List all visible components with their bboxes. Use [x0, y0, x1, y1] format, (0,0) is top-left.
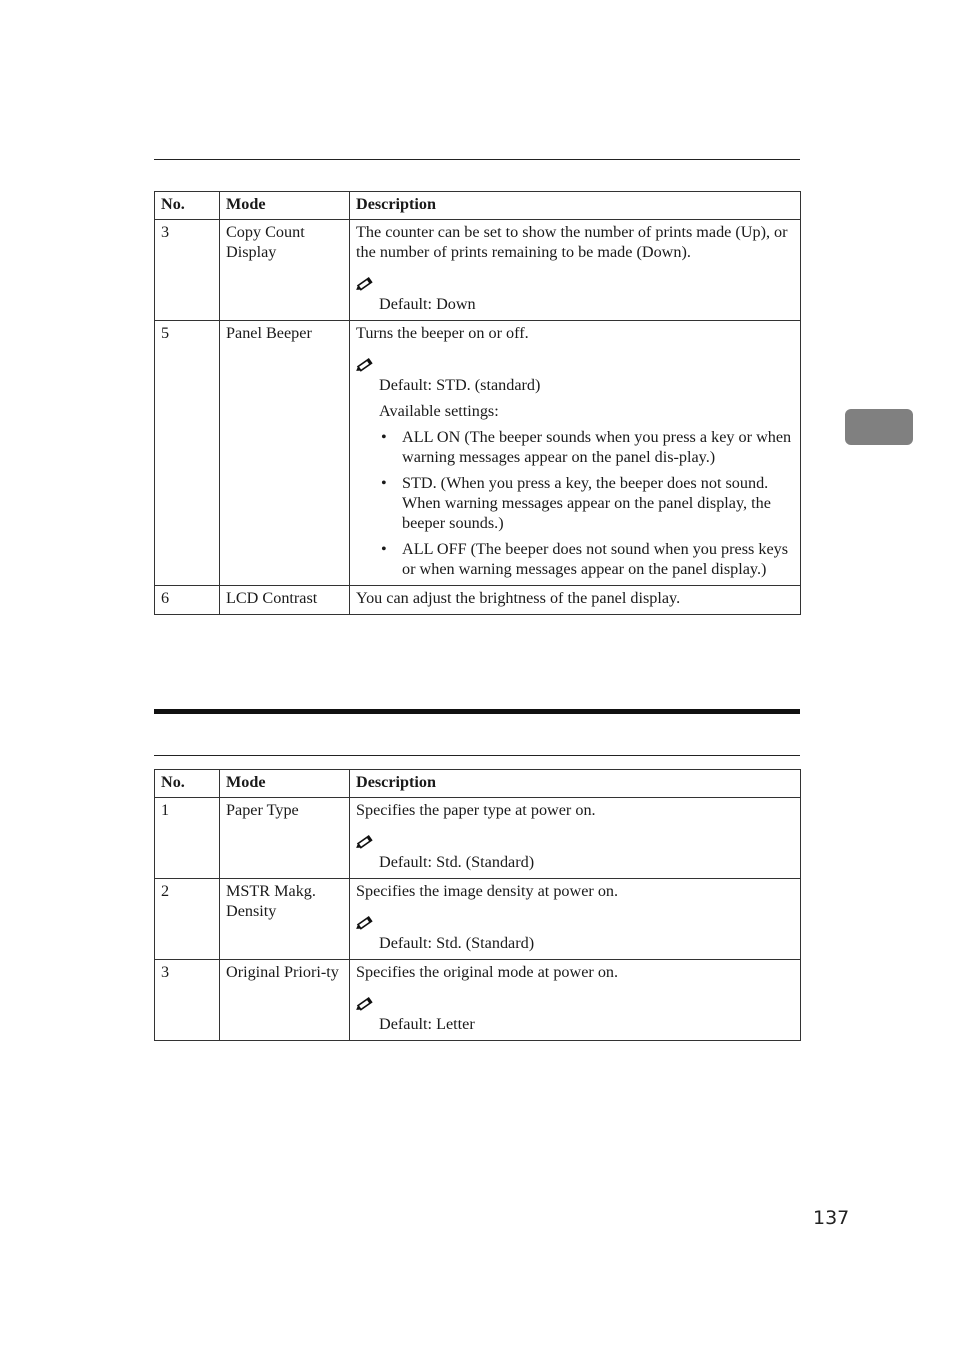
default-note: Default: Down — [379, 295, 476, 313]
table-header-row — [155, 192, 801, 220]
available-settings-label: Available settings: — [379, 402, 499, 420]
default-note: Default: STD. (standard) — [379, 376, 541, 394]
description-text: Specifies the original mode at power on. — [356, 963, 619, 981]
list-item: • ALL OFF (The beeper does not sound when you press keys or when warning messages appear on the panel display.) — [402, 539, 794, 579]
row-no: 5 — [155, 321, 220, 586]
table-row — [155, 960, 801, 1041]
table-row — [155, 879, 801, 960]
list-item: • STD. (When you press a key, the beeper does not sound. When warning messages appear on the panel display, the beeper sounds.) — [402, 473, 794, 533]
default-note: Default: Letter — [379, 1015, 475, 1033]
description-text: The counter can be set to show the number of prints made (Up), or the number of prints remaining to be made (Down). — [356, 223, 788, 261]
row-no: 6 — [155, 586, 220, 615]
row-mode: LCD Contrast — [220, 586, 350, 615]
table-row — [155, 798, 801, 879]
settings-table-2 — [154, 769, 801, 1041]
row-no: 1 — [155, 798, 220, 879]
row-description — [350, 960, 801, 1041]
description-text: Specifies the paper type at power on. — [356, 801, 596, 819]
pencil-note-icon — [356, 913, 376, 931]
section-rule — [154, 755, 800, 756]
table-header-row — [155, 770, 801, 798]
table-row — [155, 220, 801, 321]
header-description: Description — [350, 192, 801, 220]
table-row — [155, 586, 801, 615]
row-no: 2 — [155, 879, 220, 960]
chapter-tab — [845, 409, 913, 445]
pencil-note-icon — [356, 994, 376, 1012]
default-note: Default: Std. (Standard) — [379, 934, 535, 952]
pencil-note-icon — [356, 355, 376, 373]
row-mode: Copy Count Display — [220, 220, 350, 321]
list-item: • ALL ON (The beeper sounds when you press a key or when warning messages appear on the panel dis-play.) — [402, 427, 794, 467]
settings-table-1 — [154, 191, 801, 615]
row-mode: Panel Beeper — [220, 321, 350, 586]
header-description: Description — [350, 770, 801, 798]
pencil-note-icon — [356, 832, 376, 850]
pencil-note-icon — [356, 274, 376, 292]
default-note: Default: Std. (Standard) — [379, 853, 535, 871]
header-no: No. — [155, 192, 220, 220]
header-mode: Mode — [220, 770, 350, 798]
row-description: You can adjust the brightness of the panel display. — [350, 586, 801, 615]
top-rule — [154, 159, 800, 160]
description-text: Turns the beeper on or off. — [356, 324, 529, 342]
header-no: No. — [155, 770, 220, 798]
row-description — [350, 220, 801, 321]
row-mode: MSTR Makg. Density — [220, 879, 350, 960]
row-description — [350, 798, 801, 879]
section-divider — [154, 709, 800, 714]
table-row — [155, 321, 801, 586]
row-mode: Paper Type — [220, 798, 350, 879]
row-no: 3 — [155, 960, 220, 1041]
header-mode: Mode — [220, 192, 350, 220]
row-mode: Original Priori-ty — [220, 960, 350, 1041]
row-description — [350, 879, 801, 960]
page-number: 137 — [813, 1207, 850, 1229]
row-no: 3 — [155, 220, 220, 321]
row-description — [350, 321, 801, 586]
description-text: Specifies the image density at power on. — [356, 882, 619, 900]
settings-list — [356, 427, 794, 579]
